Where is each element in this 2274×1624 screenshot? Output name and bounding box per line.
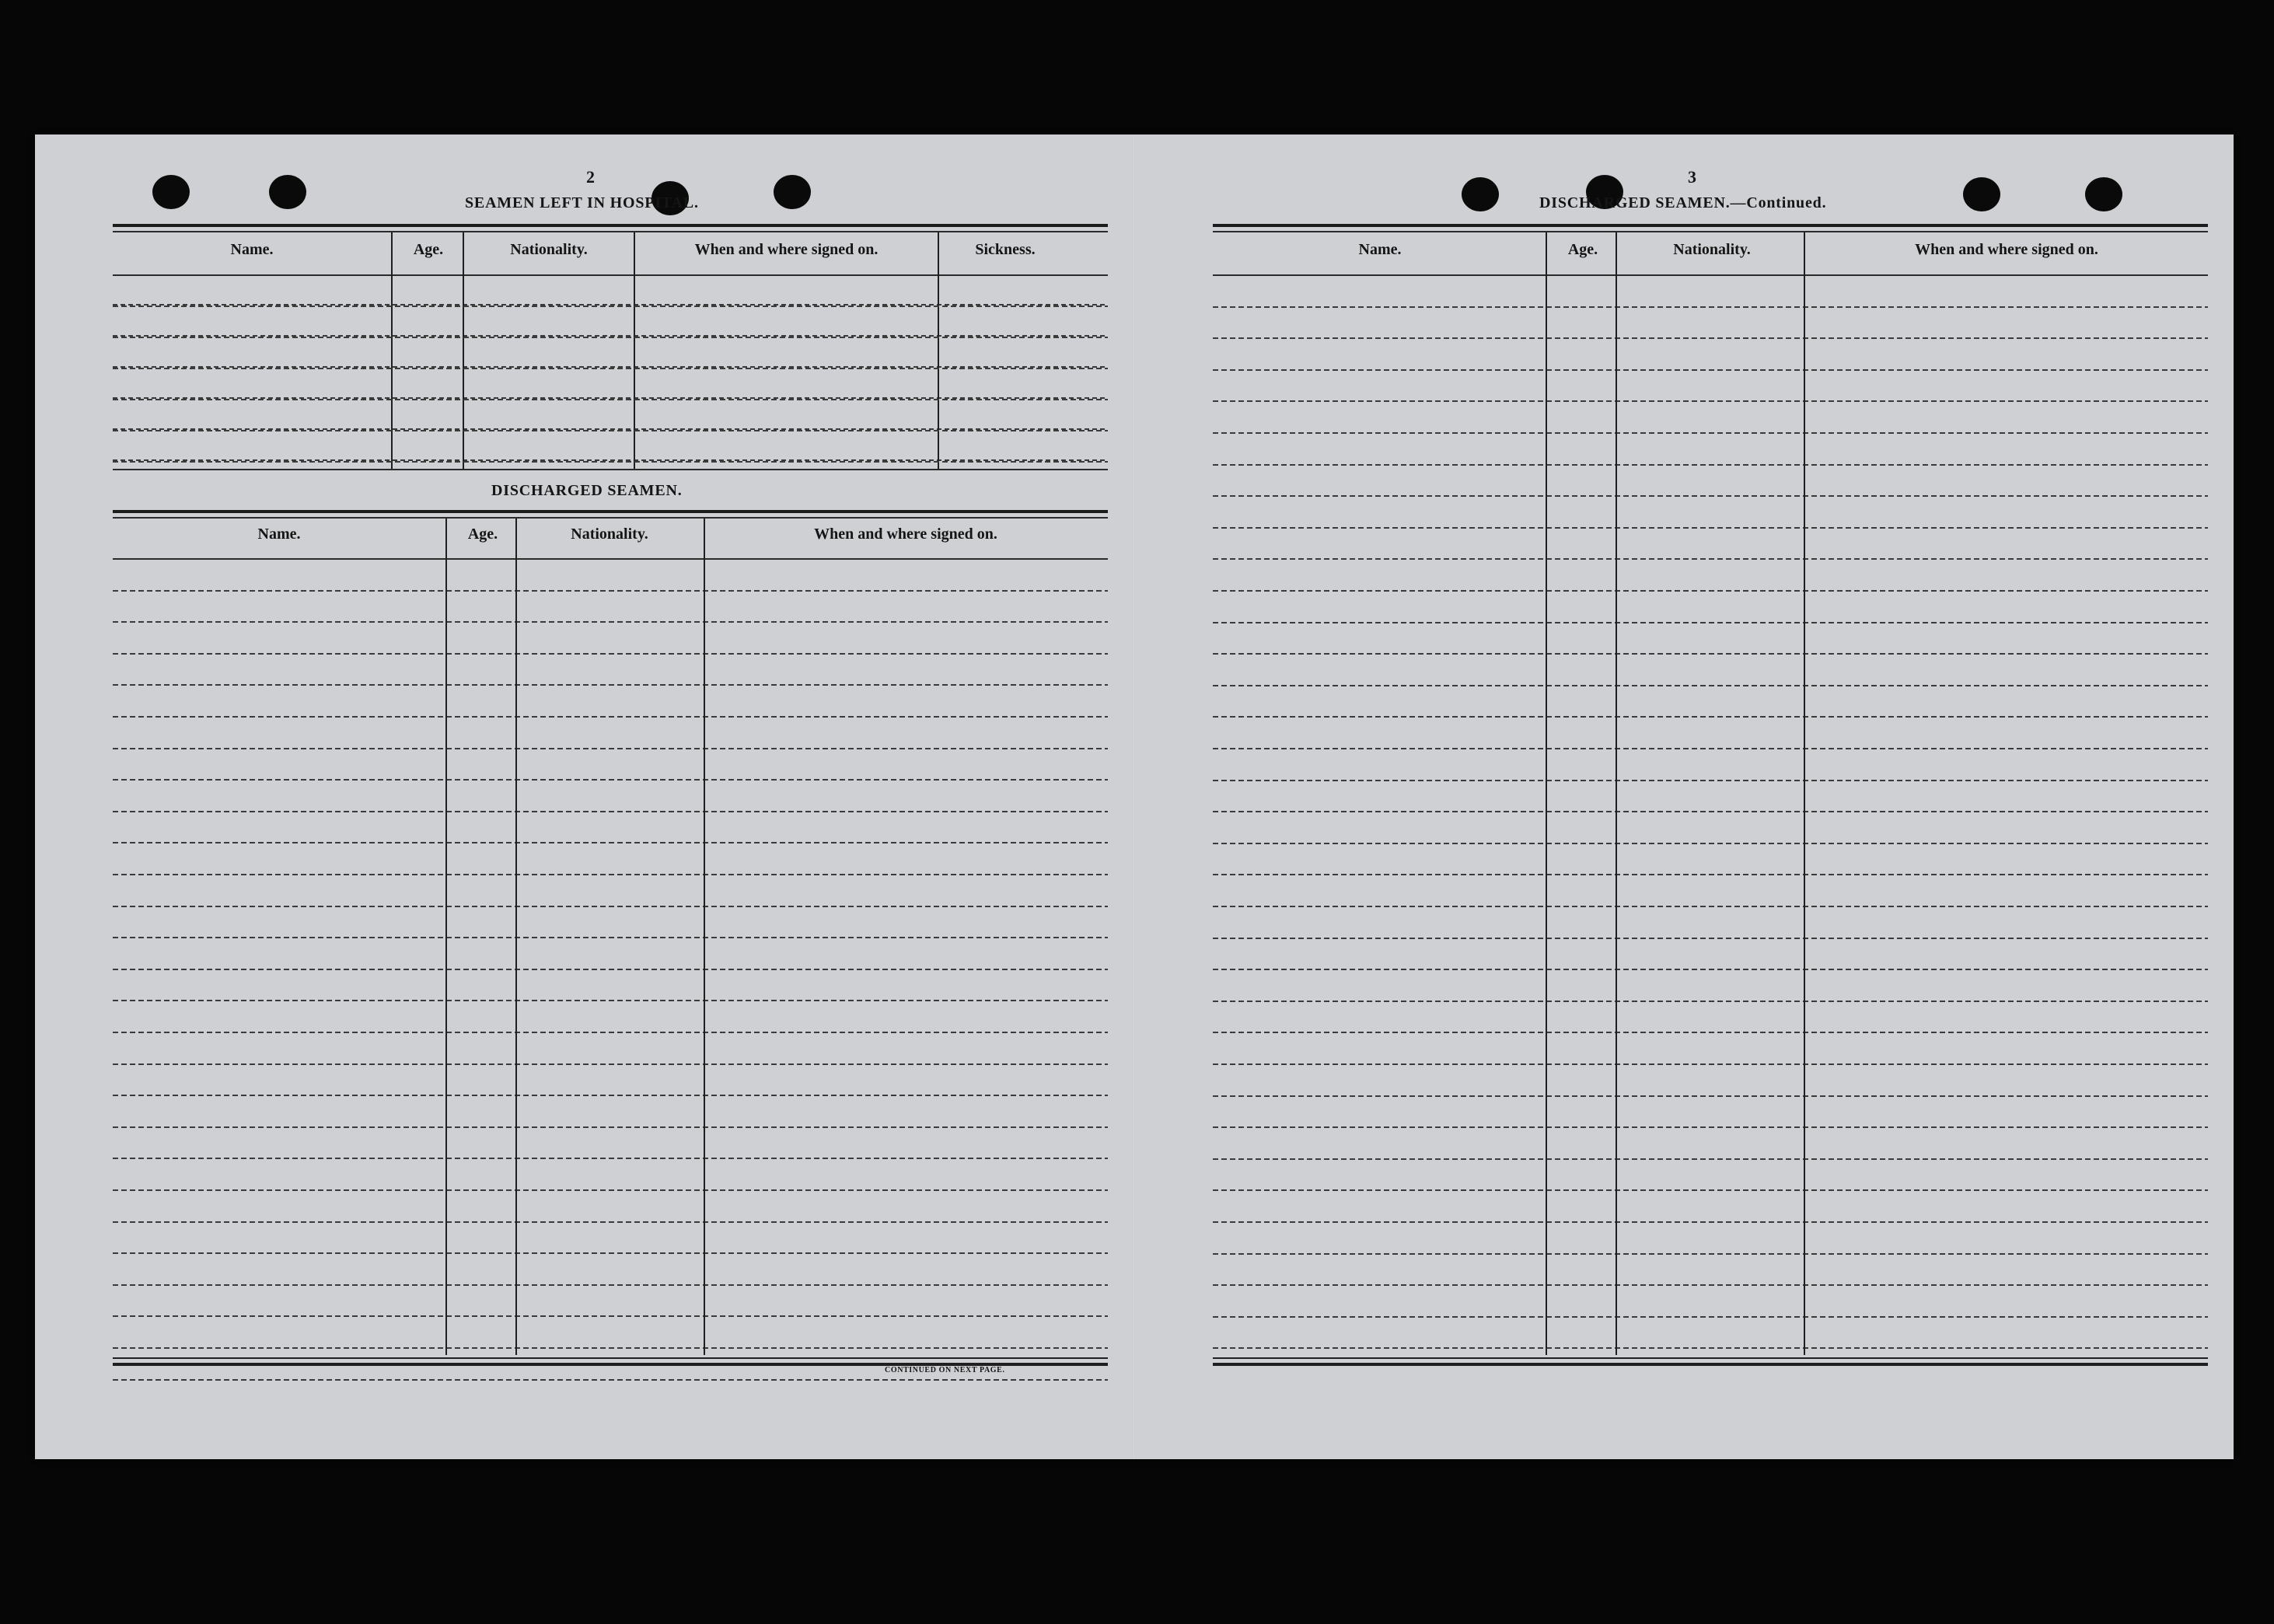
column-header-age: Age. <box>1567 241 1598 258</box>
table-top-rule-inner <box>1213 231 2208 232</box>
column-header-sickness: Sickness. <box>975 241 1036 258</box>
section-title-hospital: SEAMEN LEFT IN HOSPITAL. <box>465 194 699 211</box>
punch-hole <box>269 175 306 209</box>
punch-hole <box>1462 177 1499 211</box>
punch-hole <box>152 175 190 209</box>
section-title-discharged-continued: DISCHARGED SEAMEN.—Continued. <box>1539 194 1827 211</box>
punch-hole <box>1963 177 2000 211</box>
column-divider <box>634 232 635 469</box>
column-header-name: Name. <box>257 526 301 543</box>
column-header-signed-on: When and where signed on. <box>694 241 879 258</box>
table-bottom-rule <box>113 469 1108 470</box>
page-number: 2 <box>586 167 595 187</box>
continued-note: CONTINUED ON NEXT PAGE. <box>885 1366 1005 1374</box>
table-top-rule <box>113 510 1108 513</box>
column-header-age: Age. <box>467 526 498 543</box>
column-header-nationality: Nationality. <box>510 241 588 258</box>
column-header-nationality: Nationality. <box>1673 241 1751 258</box>
table-top-rule <box>1213 224 2208 227</box>
column-header-signed-on: When and where signed on. <box>814 526 997 543</box>
hospital-entry-rows <box>113 274 1108 465</box>
column-header-name: Name. <box>230 241 274 258</box>
column-divider <box>463 232 464 469</box>
document-sheet <box>35 134 2234 1459</box>
page-number: 3 <box>1688 167 1696 187</box>
table-top-rule-inner <box>113 231 1108 232</box>
column-divider <box>938 232 939 469</box>
table-top-rule-inner <box>113 517 1108 519</box>
column-header-nationality: Nationality. <box>571 526 648 543</box>
page-fold <box>1133 134 1135 1459</box>
punch-hole <box>774 175 811 209</box>
header-underline <box>1213 274 2208 276</box>
section-title-discharged: DISCHARGED SEAMEN. <box>491 482 683 499</box>
header-underline <box>113 558 1108 560</box>
column-header-name: Name. <box>1358 241 1402 258</box>
table-top-rule <box>113 224 1108 227</box>
column-header-signed-on: When and where signed on. <box>1915 241 2098 258</box>
column-divider <box>391 232 393 469</box>
punch-hole <box>2085 177 2122 211</box>
column-header-age: Age. <box>413 241 444 258</box>
